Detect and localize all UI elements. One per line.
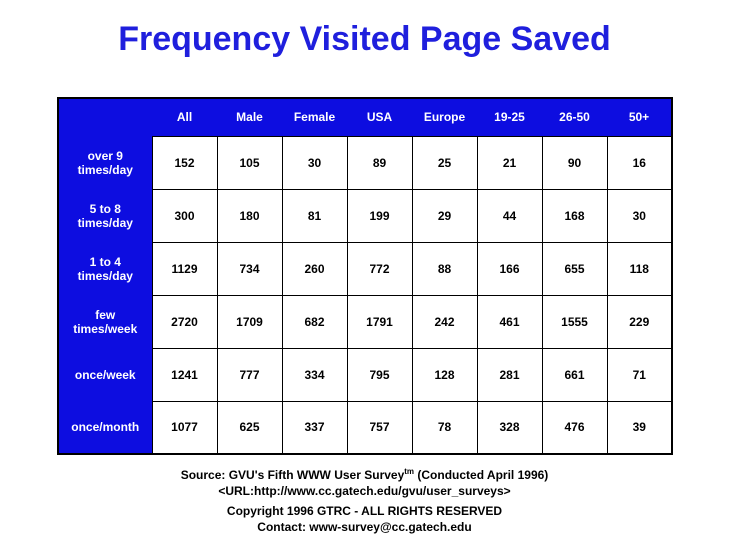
data-cell: 625 bbox=[217, 401, 282, 454]
data-cell: 71 bbox=[607, 348, 672, 401]
col-header-male: Male bbox=[236, 110, 263, 125]
data-cell: 21 bbox=[477, 136, 542, 189]
header-row bbox=[58, 98, 672, 136]
data-cell: 89 bbox=[347, 136, 412, 189]
row-label: 1 to 4 times/day bbox=[77, 254, 133, 283]
data-cell: 795 bbox=[347, 348, 412, 401]
footer-source-line bbox=[0, 464, 729, 483]
row-label: few times/week bbox=[73, 307, 138, 336]
data-cell: 16 bbox=[607, 136, 672, 189]
data-cell: 476 bbox=[542, 401, 607, 454]
data-cell: 260 bbox=[282, 242, 347, 295]
col-header-26-50: 26-50 bbox=[559, 110, 590, 125]
data-cell: 90 bbox=[542, 136, 607, 189]
footer bbox=[0, 464, 729, 535]
data-cell: 25 bbox=[412, 136, 477, 189]
footer-contact-line: Contact: www-survey@cc.gatech.edu bbox=[257, 520, 472, 534]
col-header-19-25: 19-25 bbox=[494, 110, 525, 125]
data-cell: 30 bbox=[282, 136, 347, 189]
col-header-female: Female bbox=[293, 110, 336, 125]
footer-url-line: <URL:http://www.cc.gatech.edu/gvu/user_surveys> bbox=[218, 484, 511, 498]
data-cell: 105 bbox=[217, 136, 282, 189]
col-header-50plus: 50+ bbox=[628, 110, 650, 125]
data-cell: 1077 bbox=[152, 401, 217, 454]
data-cell: 655 bbox=[542, 242, 607, 295]
data-cell: 772 bbox=[347, 242, 412, 295]
data-cell: 661 bbox=[542, 348, 607, 401]
data-cell: 1129 bbox=[152, 242, 217, 295]
data-cell: 2720 bbox=[152, 295, 217, 348]
footer-tm-superscript: tm bbox=[404, 467, 415, 476]
col-header-usa: USA bbox=[366, 110, 393, 125]
data-cell: 30 bbox=[607, 189, 672, 242]
row-label: over 9 times/day bbox=[77, 148, 133, 177]
table-row bbox=[58, 295, 672, 348]
corner-cell bbox=[58, 98, 152, 136]
row-label: once/week bbox=[74, 367, 136, 382]
data-cell: 461 bbox=[477, 295, 542, 348]
page-title: Frequency Visited Page Saved bbox=[118, 20, 611, 58]
data-cell: 118 bbox=[607, 242, 672, 295]
data-cell: 81 bbox=[282, 189, 347, 242]
data-table bbox=[57, 97, 673, 455]
data-cell: 281 bbox=[477, 348, 542, 401]
data-cell: 166 bbox=[477, 242, 542, 295]
row-label: 5 to 8 times/day bbox=[77, 201, 133, 230]
data-cell: 242 bbox=[412, 295, 477, 348]
table-row bbox=[58, 348, 672, 401]
table-row bbox=[58, 242, 672, 295]
col-header-all: All bbox=[176, 110, 193, 125]
data-cell: 39 bbox=[607, 401, 672, 454]
data-cell: 88 bbox=[412, 242, 477, 295]
table-row bbox=[58, 136, 672, 189]
data-cell: 1241 bbox=[152, 348, 217, 401]
col-header-europe: Europe bbox=[423, 110, 466, 125]
row-label: once/month bbox=[71, 420, 140, 434]
footer-source-date: (Conducted April 1996) bbox=[414, 468, 549, 482]
data-cell: 734 bbox=[217, 242, 282, 295]
data-cell: 337 bbox=[282, 401, 347, 454]
data-cell: 300 bbox=[152, 189, 217, 242]
data-cell: 1555 bbox=[542, 295, 607, 348]
data-cell: 757 bbox=[347, 401, 412, 454]
data-cell: 777 bbox=[217, 348, 282, 401]
table-row bbox=[58, 401, 672, 454]
data-cell: 328 bbox=[477, 401, 542, 454]
data-cell: 199 bbox=[347, 189, 412, 242]
footer-source-text: Source: GVU's Fifth WWW User Survey bbox=[180, 468, 405, 482]
data-cell: 152 bbox=[152, 136, 217, 189]
data-cell: 44 bbox=[477, 189, 542, 242]
data-cell: 1791 bbox=[347, 295, 412, 348]
table-row bbox=[58, 189, 672, 242]
data-cell: 29 bbox=[412, 189, 477, 242]
footer-copyright-line: Copyright 1996 GTRC - ALL RIGHTS RESERVED bbox=[226, 504, 503, 518]
data-cell: 682 bbox=[282, 295, 347, 348]
data-cell: 180 bbox=[217, 189, 282, 242]
data-cell: 128 bbox=[412, 348, 477, 401]
data-cell: 78 bbox=[412, 401, 477, 454]
data-cell: 168 bbox=[542, 189, 607, 242]
data-cell: 229 bbox=[607, 295, 672, 348]
data-cell: 334 bbox=[282, 348, 347, 401]
data-cell: 1709 bbox=[217, 295, 282, 348]
